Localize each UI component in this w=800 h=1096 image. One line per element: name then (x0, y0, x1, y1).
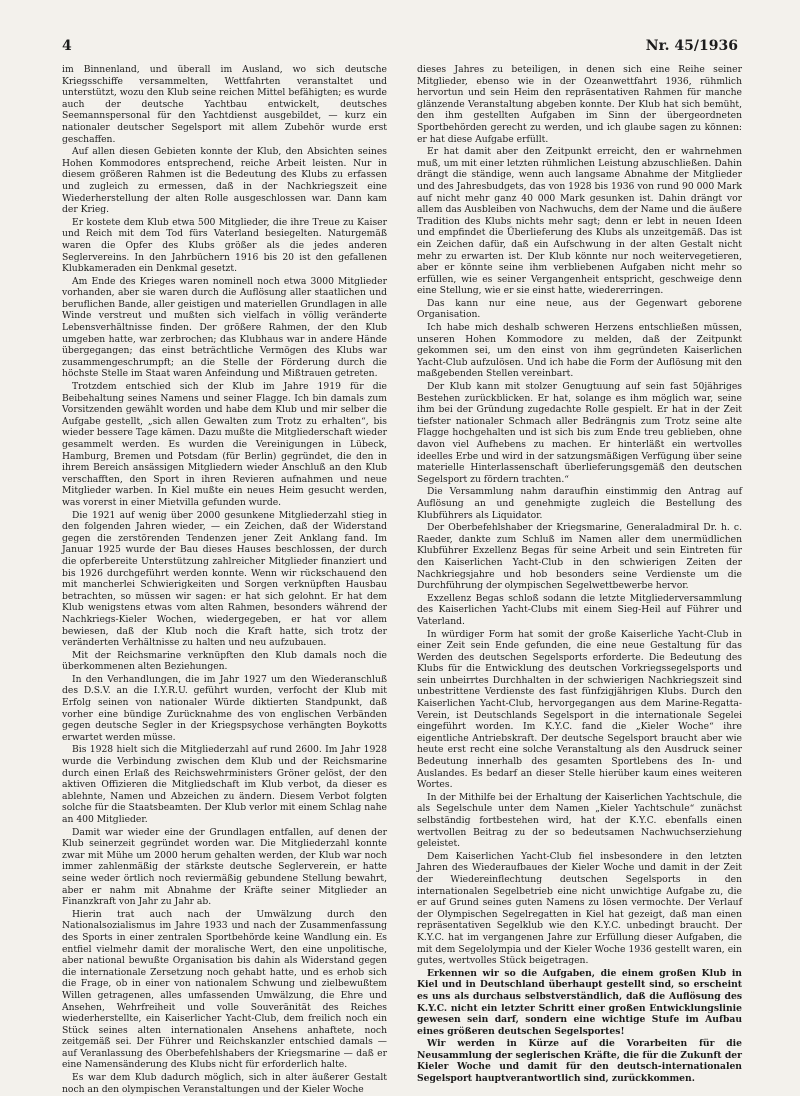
paragraph: Die 1921 auf wenig über 2000 gesunkene Mitgliederzahl stieg in den folgenden Jahren wieder, — ein Zeichen, daß der Widerstand gegen die zerstörenden Tendenzen jener Zeit Anklang fand. Im Januar 1925 wurde der Bau dieses Hauses beschlossen, der durch die opferbereite Unterstützung zahlreicher Mitglieder finanziert und bis 1926 durchgeführt werden konnte. Wenn wir rückschauend den mit mancherlei Schwierigkeiten und Sorgen verknüpften Hausbau betrachten, so müssen wir sagen: er hat sich gelohnt. Er hat dem Klub wenigstens etwas vom alten Rahmen, besonders während der Nachkriegs-Kieler Wochen, wiedergegeben, er hat vor allem bewiesen, daß der Klub noch die Kraft hatte, sich trotz der veränderten Verhältnisse zu halten und neu aufzubauen. (62, 509, 387, 649)
paragraph: Er kostete dem Klub etwa 500 Mitglieder, die ihre Treue zu Kaiser und Reich mit dem Tod fürs Vaterland besiegelten. Naturgemäß waren die Opfer des Klubs größer als die jedes anderen Seglervereins. In den Jahrbüchern 1916 bis 20 ist den gefallenen Klubkameraden ein Denkmal gesetzt. (62, 216, 387, 275)
paragraph: dieses Jahres zu beteiligen, in denen sich eine Reihe seiner Mitglieder, ebenso wie in der Ozeanwettfahrt 1936, rühmlich hervortun und sein Heim den repräsentativen Rahmen für manche glänzende Veranstaltung abgeben konnte. Der Klub hat sich bemüht, den ihm gestellten Aufgaben im Sinn der übergeordneten Sportbehörden gerecht zu werden, und ich glaube sagen zu können: er hat diese Aufgabe erfüllt. (417, 64, 742, 145)
issue-number: Nr. 45/1936 (645, 38, 738, 54)
right-column (417, 64, 742, 1085)
paragraph: Mit der Reichsmarine verknüpften den Klub damals noch die überkommenen alten Beziehungen. (62, 649, 387, 673)
page-number: 4 (62, 38, 72, 54)
paragraph: In würdiger Form hat somit der große Kaiserliche Yacht-Club in einer Zeit sein Ende gefunden, die eine neue Gestaltung für das Werden des deutschen Segelsports erforderte. Die Bedeutung des Klubs für die Entwicklung des deutschen Vorkriegssegelsports und sein unbeirrtes Durchhalten in der schwierigen Nachkriegszeit sind unbestrittene Verdienste des fast fünfzigjährigen Klubs. Durch den Kaiserlichen Yacht-Club, hervorgegangen aus dem Marine-Regatta-Verein, ist Deutschlands Segelsport in die internationale Segelei eingeführt worden. Im K.Y.C. fand die „Kieler Woche“ ihre eigentliche Antriebskraft. Der deutsche Segelsport braucht aber wie heute erst recht eine solche Veranstaltung als den Ausdruck seiner Bedeutung innerhalb des gesamten Sportlebens des In- und Auslandes. Es bedarf an dieser Stelle hierüber kaum eines weiteren Wortes. (417, 628, 742, 791)
paragraph: Das kann nur eine neue, aus der Gegenwart geborene Organisation. (417, 297, 742, 321)
paragraph: Am Ende des Krieges waren nominell noch etwa 3000 Mitglieder vorhanden, aber sie waren durch die Auflösung aller staatlichen und beruflichen Bande, aller geistigen und materiellen Grundlagen in alle Winde verstreut und mußten sich vielfach in völlig veränderte Lebensverhältnisse finden. Der größere Rahmen, der den Klub umgeben hatte, war zerbrochen; das Klubhaus war in andere Hände übergegangen; das einst beträchtliche Vermögen des Klubs war zusammengeschrumpft; an die Stelle der Förderung durch die höchste Stelle im Staat waren Anfeindung und Mißtrauen getreten. (62, 275, 387, 380)
article-body (62, 64, 742, 1095)
paragraph: Exzellenz Begas schloß sodann die letzte Mitgliederversammlung des Kaiserlichen Yacht-Clubs mit einem Sieg-Heil auf Führer und Vaterland. (417, 592, 742, 627)
paragraph: im Binnenland, und überall im Ausland, wo sich deutsche Kriegsschiffe versammelten, Wettfahrten veranstaltet und unterstützt, wozu den Klub seine reichen Mittel befähigten; es wurde auch der deutsche Yachtbau entwickelt, deutsches Seemannspersonal für den Yachtdienst ausgebildet, — kurz ein nationaler deutscher Segelsport mit allem Zubehör wurde erst geschaffen. (62, 64, 387, 145)
paragraph: Wir werden in Kürze auf die Vorarbeiten für die Neusammlung der seglerischen Kräfte, die für die Zukunft der Kieler Woche und damit für den deutsch-internationalen Segelsport hauptverantwortlich sind, zurückkommen. (417, 1038, 742, 1085)
paragraph: Es war dem Klub dadurch möglich, sich in alter äußerer Gestalt noch an den olympischen Veranstaltungen und der Kieler Woche (62, 1072, 387, 1095)
paragraph: Ich habe mich deshalb schweren Herzens entschließen müssen, unseren Hohen Kommodore zu melden, daß der Zeitpunkt gekommen sei, um den einst von ihm gegründeten Kaiserlichen Yacht-Club aufzulösen. Und ich habe die Form der Auflösung mit den maßgebenden Stellen vereinbart. (417, 322, 742, 380)
paragraph: Trotzdem entschied sich der Klub im Jahre 1919 für die Beibehaltung seines Namens und seiner Flagge. Ich bin damals zum Vorsitzenden gewählt worden und habe dem Klub und mir selber die Aufgabe gestellt, „sich allen Gewalten zum Trotz zu erhalten“, bis wieder bessere Tage kämen. Dazu mußte die Mitgliederschaft wieder gesammelt werden. Es wurden die Vereinigungen in Lübeck, Hamburg, Bremen und Potsdam (für Berlin) gegründet, die den in ihrem Bereich ansässigen Mitgliedern wieder Anschluß an den Klub verschafften, den Sport in ihren Revieren aufnahmen und neue Mitglieder warben. In Kiel mußte ein neues Heim gesucht werden, was vorerst in einer Mietvilla gefunden wurde. (62, 381, 387, 508)
paragraph: Hierin trat auch nach der Umwälzung durch den Nationalsozialismus im Jahre 1933 und nach der Zusammenfassung des Sports in einer zentralen Sportbehörde keine Wandlung ein. Es entfiel vielmehr damit der moralische Wert, den eine unpolitische, aber national bewußte Organisation bis dahin als Widerstand gegen die internationale Zersetzung noch gehabt hatte, und es erhob sich die Frage, ob in einer von nationalem Schwung und zielbewußtem Willen getragenen, alles umfassenden Umwälzung, die Ehre und Ansehen, Wehrfreiheit und volle Souveränität des Reiches wiederherstellte, ein Kaiserlicher Yacht-Club, dem freilich noch ein Stück seines alten internationalen Ansehens anhaftete, noch zeitgemäß sei. Der Führer und Reichskanzler entschied damals — auf Veranlassung des Oberbefehlshabers der Kriegsmarine — daß er eine Namensänderung des Klubs nicht für erforderlich halte. (62, 908, 387, 1071)
paragraph: In den Verhandlungen, die im Jahr 1927 um den Wiederanschluß des D.S.V. an die I.Y.R.U. geführt wurden, verfocht der Klub mit Erfolg seinen von nationaler Würde diktierten Standpunkt, daß vorher eine bündige Zurücknahme des von englischen Verbänden gegen deutsche Segler in der Kriegspsychose verhängten Boykotts erwartet werden müsse. (62, 673, 387, 743)
paragraph: Dem Kaiserlichen Yacht-Club fiel insbesondere in den letzten Jahren des Wiederaufbaues der Kieler Woche und damit in der Zeit der Wiedereinflechtung deutschen Segelsports in den internationalen Segelbetrieb eine nicht unwichtige Aufgabe zu, die er auf Grund seines guten Namens zu lösen vermochte. Der Verlauf der Olympischen Segelregatten in Kiel hat gezeigt, daß man einen repräsentativen Segelklub wie den K.Y.C. unbedingt braucht. Der K.Y.C. hat im vergangenen Jahre zur Erfüllung dieser Aufgaben, die mit dem Segelolympia und der Kieler Woche 1936 gestellt waren, ein gutes, wertvolles Stück beigetragen. (417, 850, 742, 967)
paragraph: Damit war wieder eine der Grundlagen entfallen, auf denen der Klub seinerzeit gegründet worden war. Die Mitgliederzahl konnte zwar mit Mühe um 2000 herum gehalten werden, der Klub war noch immer zahlenmäßig der stärkste deutsche Seglerverein, er hatte seine weder örtlich noch reviermäßig gebundene Stellung bewahrt, aber er nahm mit Abnahme der Kräfte seiner Mitglieder an Finanzkraft von Jahr zu Jahr ab. (62, 826, 387, 908)
left-column (62, 64, 387, 1095)
paragraph: Die Versammlung nahm daraufhin einstimmig den Antrag auf Auflösung an und genehmigte zugleich die Bestellung des Klubführers als Liquidator. (417, 486, 742, 521)
paragraph: Der Klub kann mit stolzer Genugtuung auf sein fast 50jähriges Bestehen zurückblicken. Er hat, solange es ihm möglich war, seine ihm bei der Gründung zugedachte Rolle gespielt. Er hat in der Zeit tiefster nationaler Schmach aller Bedrängnis zum Trotz seine alte Flagge hochgehalten und ist sich bis zum Ende treu geblieben, ohne davon viel Aufhebens zu machen. Er hinterläßt ein wertvolles ideelles Erbe und wird in der satzungsmäßigen Verfügung über seine materielle Hinterlassenschaft überlieferungsgemäß den deutschen Segelsport zu fördern trachten.“ (417, 381, 742, 485)
paragraph: Bis 1928 hielt sich die Mitgliederzahl auf rund 2600. Im Jahr 1928 wurde die Verbindung zwischen dem Klub und der Reichsmarine durch einen Erlaß des Reichswehrministers Gröner gelöst, der den aktiven Offizieren die Mitgliedschaft im Klub verbot, da dieser es ablehnte, Namen und Abzeichen zu ändern. Diesem Verbot folgten solche für die Staatsbeamten. Der Klub verlor mit einem Schlag nahe an 400 Mitglieder. (62, 744, 387, 825)
paragraph: Erkennen wir so die Aufgaben, die einem großen Klub in Kiel und in Deutschland überhaupt gestellt sind, so erscheint es uns als durchaus selbstverständlich, daß die Auflösung des K.Y.C. nicht ein letzter Schritt einer großen Entwicklungslinie gewesen sein darf, sondern eine wichtige Stufe im Aufbau eines größeren deutschen Segelsportes! (417, 967, 742, 1037)
paragraph: Auf allen diesen Gebieten konnte der Klub, den Absichten seines Hohen Kommodores entsprechend, reiche Arbeit leisten. Nur in diesem größeren Rahmen ist die Bedeutung des Klubs zu erfassen und zugleich zu ermessen, daß in der Nachkriegszeit eine Wiederherstellung der alten Rolle ausgeschlossen war. Dann kam der Krieg. (62, 146, 387, 216)
paragraph: In der Mithilfe bei der Erhaltung der Kaiserlichen Yachtschule, die als Segelschule unter dem Namen „Kieler Yachtschule“ zunächst selbständig fortbestehen wird, hat der K.Y.C. ebenfalls einen wertvollen Beitrag zu der so bedeutsamen Nachwuchserziehung geleistet. (417, 791, 742, 850)
paragraph: Der Oberbefehlshaber der Kriegsmarine, Generaladmiral Dr. h. c. Raeder, dankte zum Schluß im Namen aller dem unermüdlichen Klubführer Exzellenz Begas für seine Arbeit und sein Eintreten für den Kaiserlichen Yacht-Club in den schwierigen Zeiten der Nachkriegsjahre und hob besonders seine Verdienste um die Durchführung der olympischen Segelwettbewerbe hervor. (417, 522, 742, 592)
paragraph: Er hat damit aber den Zeitpunkt erreicht, den er wahrnehmen muß, um mit einer letzten rühmlichen Leistung abzuschließen. Dahin drängt die ständige, wenn auch langsame Abnahme der Mitglieder und des Jahresbudgets, das von 1928 bis 1936 von rund 90 000 Mark auf nicht mehr ganz 40 000 Mark gesunken ist. Dahin drängt vor allem das Ausbleiben von Nachwuchs, dem der Name und die äußere Tradition des Klubs nichts mehr sagt; denn er lebt in neuen Ideen und empfindet die Überlieferung des Klubs als unzeitgemäß. Das ist ein Zeichen dafür, daß ein Aufschwung in der alten Gestalt nicht mehr zu erwarten ist. Der Klub könnte nur noch weitervegetieren, aber er könnte seine ihm verbliebenen Aufgaben nicht mehr so erfüllen, wie es seiner Vergangenheit entspricht, geschweige denn eine Stellung, wie er sie einst hatte, wiedererringen. (417, 146, 742, 297)
page-header (62, 38, 738, 58)
